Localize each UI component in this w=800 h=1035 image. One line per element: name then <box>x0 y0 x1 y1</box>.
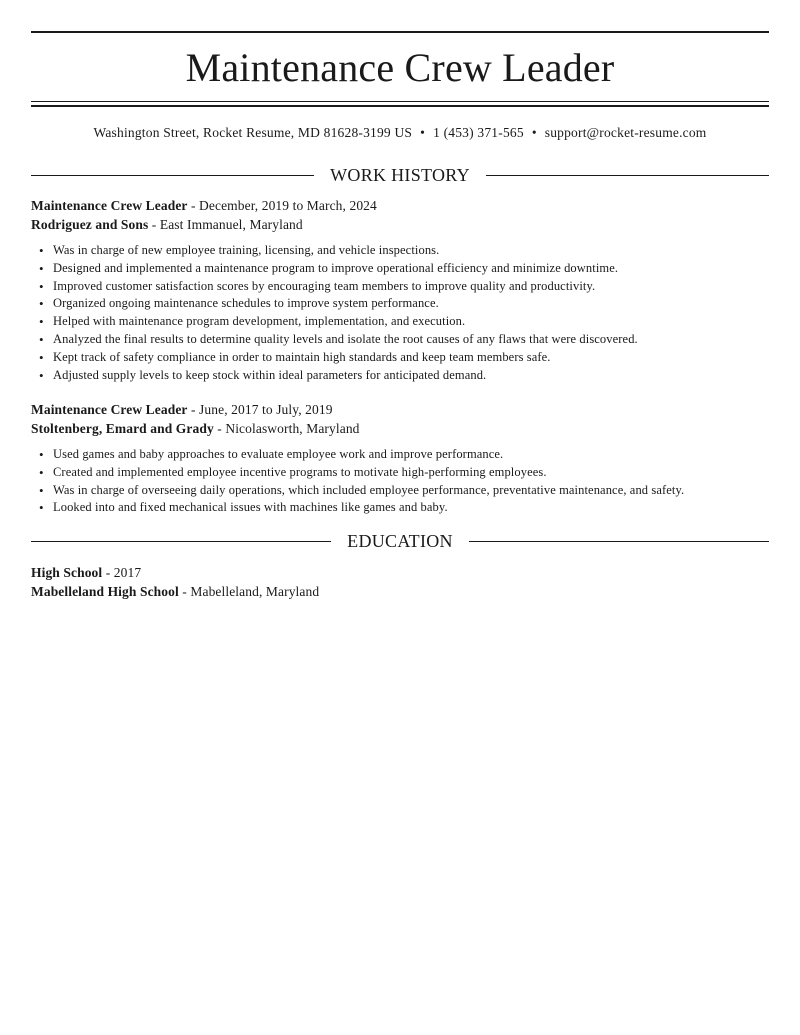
list-item: • Improved customer satisfaction scores by encouraging team members to improve quality and productivity. <box>53 278 769 296</box>
top-rule <box>31 31 769 33</box>
job-dates: - December, 2019 to March, 2024 <box>187 198 377 213</box>
job-location: - Nicolasworth, Maryland <box>213 421 360 436</box>
job-company-line <box>31 420 769 438</box>
contact-phone: 1 (453) 371-565 <box>433 125 524 140</box>
list-item: • Used games and baby approaches to evaluate employee work and improve performance. <box>53 446 769 464</box>
job-company: Stoltenberg, Emard and Grady <box>31 421 214 436</box>
education-year: - 2017 <box>102 565 142 580</box>
list-item: • Was in charge of new employee training, licensing, and vehicle inspections. <box>53 242 769 260</box>
section-title: WORK HISTORY <box>330 165 470 185</box>
section-title: EDUCATION <box>347 531 453 551</box>
list-item: • Looked into and fixed mechanical issues with machines like games and baby. <box>53 499 769 517</box>
list-item: • Organized ongoing maintenance schedules to improve system performance. <box>53 295 769 313</box>
contact-separator: • <box>531 125 537 140</box>
resume-title: Maintenance Crew Leader <box>185 45 615 90</box>
contact-line <box>31 124 769 142</box>
job-title: Maintenance Crew Leader <box>31 402 188 417</box>
job-company-line <box>31 216 769 234</box>
list-item: • Created and implemented employee incentive programs to motivate high-performing employees. <box>53 464 769 482</box>
education-heading <box>31 530 769 552</box>
contact-separator: • <box>420 125 426 140</box>
education-school: Mabelleland High School <box>31 584 179 599</box>
section-rule-right <box>486 175 769 176</box>
list-item: • Designed and implemented a maintenance program to improve operational efficiency and minimize downtime. <box>53 260 769 278</box>
education-school-line <box>31 583 769 601</box>
list-item: • Adjusted supply levels to keep stock within ideal parameters for anticipated demand. <box>53 367 769 385</box>
title-double-rule <box>31 101 769 107</box>
job-title-line <box>31 197 769 215</box>
section-rule-right <box>469 541 769 542</box>
list-item: • Was in charge of overseeing daily operations, which included employee performance, preventative maintenance, and safety. <box>53 482 769 500</box>
job-title: Maintenance Crew Leader <box>31 198 188 213</box>
education-location: - Mabelleland, Maryland <box>178 584 320 599</box>
list-item: • Helped with maintenance program development, implementation, and execution. <box>53 313 769 331</box>
job-bullets <box>31 242 769 384</box>
section-rule-left <box>31 175 314 176</box>
list-item: • Kept track of safety compliance in order to maintain high standards and keep team members safe. <box>53 349 769 367</box>
contact-email: support@rocket-resume.com <box>544 125 707 140</box>
job-dates: - June, 2017 to July, 2019 <box>187 402 333 417</box>
list-item: • Analyzed the final results to determine quality levels and isolate the root causes of any flaws that were discovered. <box>53 331 769 349</box>
work-history-heading <box>31 164 769 186</box>
contact-address: Washington Street, Rocket Resume, MD 81628-3199 US <box>93 125 413 140</box>
education-degree-line <box>31 564 769 582</box>
section-rule-left <box>31 541 331 542</box>
job-title-line <box>31 401 769 419</box>
job-location: - East Immanuel, Maryland <box>148 217 303 232</box>
education-degree: High School <box>31 565 103 580</box>
job-company: Rodriguez and Sons <box>31 217 149 232</box>
job-bullets <box>31 446 769 517</box>
